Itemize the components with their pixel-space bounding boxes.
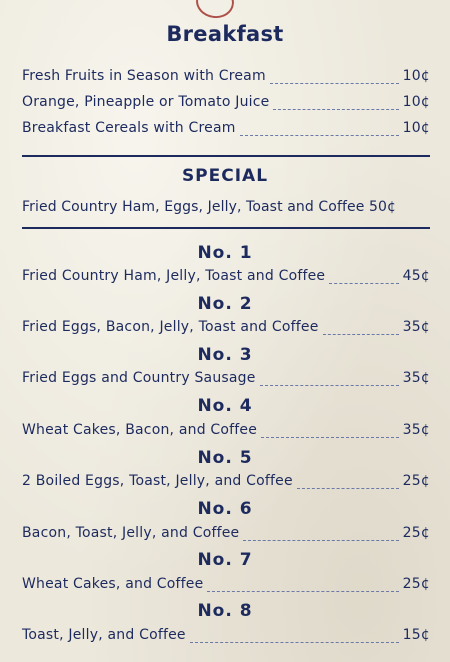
menu-item-label: Fresh Fruits in Season with Cream: [22, 68, 266, 84]
dot-leader: [323, 334, 399, 335]
combo-heading: No. 2: [197, 294, 253, 314]
dot-leader: [297, 488, 399, 489]
combo-item: [22, 268, 430, 288]
combo-item-price: 45¢: [402, 268, 430, 284]
combo-heading: No. 3: [197, 345, 253, 365]
menu-item: [22, 68, 430, 88]
menu-title: Breakfast: [166, 22, 284, 46]
menu-item-price: 10¢: [402, 120, 430, 136]
combo-item-price: 25¢: [402, 473, 430, 489]
combo-item-label: Toast, Jelly, and Coffee: [22, 627, 186, 643]
combo-heading: No. 1: [197, 243, 253, 263]
special-heading: SPECIAL: [181, 166, 269, 186]
menu-item-price: 10¢: [402, 94, 430, 110]
dot-leader: [329, 283, 398, 284]
combo-item-price: 35¢: [402, 370, 430, 386]
combo-item-label: 2 Boiled Eggs, Toast, Jelly, and Coffee: [22, 473, 293, 489]
dot-leader: [270, 83, 399, 84]
combo-item: [22, 473, 430, 493]
combo-item: [22, 319, 430, 339]
combo-item: [22, 422, 430, 442]
divider-rule: [22, 227, 430, 229]
menu-item-price: 10¢: [402, 68, 430, 84]
combo-item-label: Fried Eggs, Bacon, Jelly, Toast and Coffee: [22, 319, 319, 335]
special-item-label: Fried Country Ham, Eggs, Jelly, Toast and Coffee: [22, 199, 365, 215]
divider-rule: [22, 155, 430, 157]
combo-heading: No. 5: [197, 448, 253, 468]
combo-item: [22, 627, 430, 647]
combo-item: [22, 576, 430, 596]
menu-item: [22, 120, 430, 140]
combo-item-price: 15¢: [402, 627, 430, 643]
dot-leader: [261, 437, 399, 438]
dot-leader: [243, 540, 398, 541]
combo-item-label: Wheat Cakes, and Coffee: [22, 576, 204, 592]
dot-leader: [240, 135, 399, 136]
dot-leader: [273, 109, 398, 110]
ink-mark: [194, 0, 236, 20]
combo-item-price: 35¢: [402, 319, 430, 335]
combo-item-price: 25¢: [402, 576, 430, 592]
combo-item-label: Bacon, Toast, Jelly, and Coffee: [22, 525, 240, 541]
combo-item-label: Fried Eggs and Country Sausage: [22, 370, 256, 386]
combo-item-price: 35¢: [402, 422, 430, 438]
combo-item: [22, 525, 430, 545]
combo-heading: No. 6: [197, 499, 253, 519]
combo-heading: No. 4: [197, 396, 253, 416]
menu-item: [22, 94, 430, 114]
special-item-price: 50¢: [369, 199, 397, 215]
combo-item-price: 25¢: [402, 525, 430, 541]
dot-leader: [207, 591, 398, 592]
dot-leader: [190, 642, 399, 643]
combo-heading: No. 7: [197, 550, 253, 570]
dot-leader: [260, 385, 399, 386]
combo-item-label: Fried Country Ham, Jelly, Toast and Coffee: [22, 268, 326, 284]
combo-item: [22, 370, 430, 390]
combo-heading: No. 8: [197, 601, 253, 621]
menu-item-label: Breakfast Cereals with Cream: [22, 120, 236, 136]
special-item: [22, 199, 432, 215]
combo-item-label: Wheat Cakes, Bacon, and Coffee: [22, 422, 258, 438]
menu-item-label: Orange, Pineapple or Tomato Juice: [22, 94, 270, 110]
